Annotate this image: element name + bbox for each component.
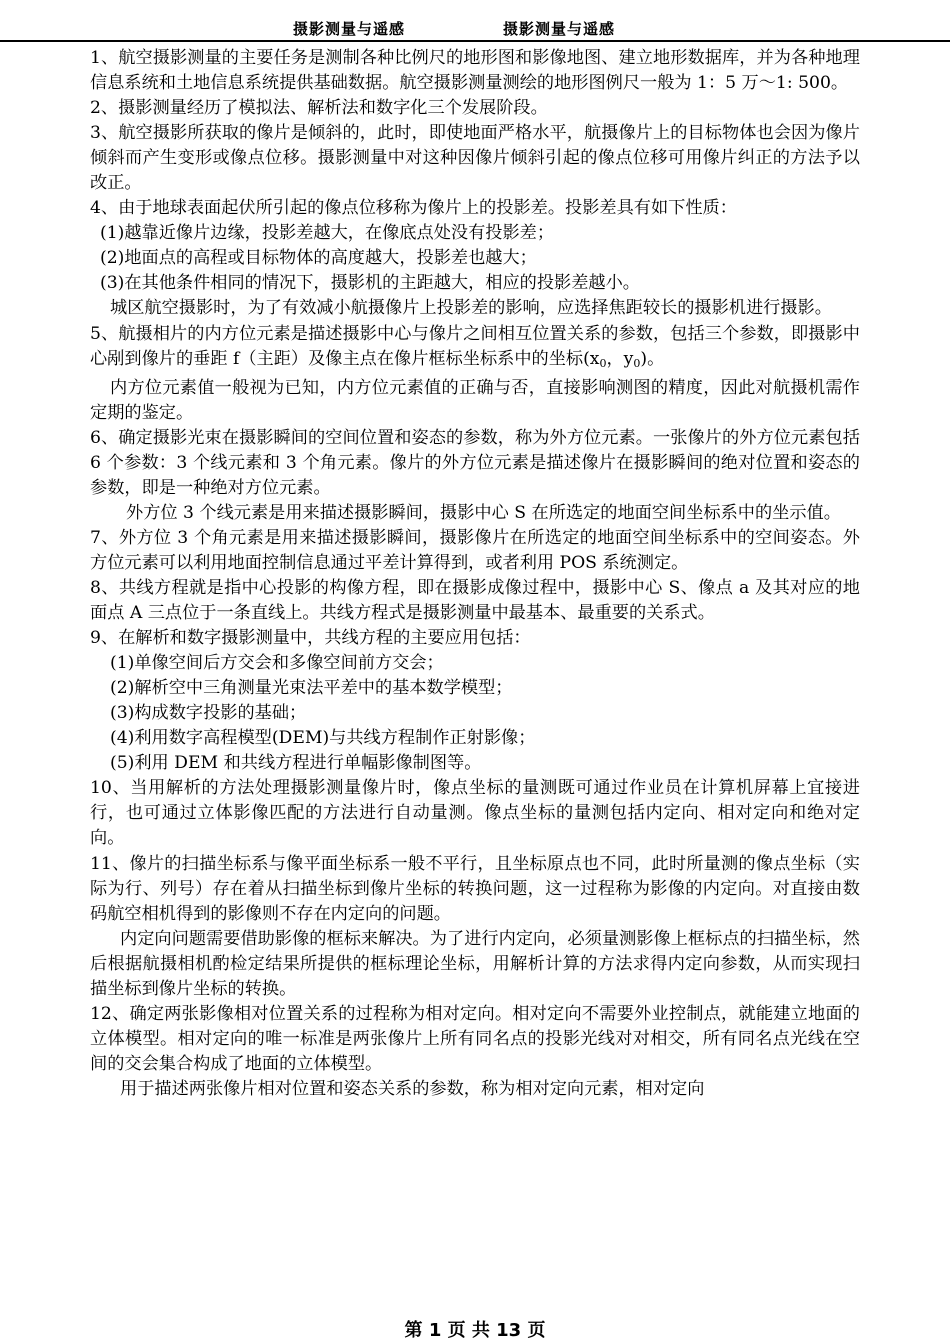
property-item-2: (2)地面点的高程或目标物体的高度越大，投影差也越大； <box>100 248 537 269</box>
paragraph-6-note: 外方位 3 个线元素是用来描述摄影瞬间，摄影中心 S 在所选定的地面空间坐标系中的坐示值。 <box>126 502 841 523</box>
paragraph-6: 6、确定摄影光束在摄影瞬间的空间位置和姿态的参数，称为外方位元素。一张像片的外方位元素包括 6 个参数：3 个线元素和 3 个角元素。像片的外方位元素是描述像片在摄影瞬间的绝对位置和姿态的参数，即是一种绝对方位元素。 <box>90 427 860 498</box>
paragraph-12: 12、确定两张影像相对位置关系的过程称为相对定向。相对定向不需要外业控制点，就能建立地面的立体模型。相对定向的唯一标准是两张像片上所有同名点的投影光线对对相交，所有同名点光线在空间的交会集合构成了地面的立体模型。 <box>90 1003 860 1074</box>
coord-mid: ，y <box>606 348 634 369</box>
paragraph-1: 1、航空摄影测量的主要任务是测制各种比例尺的地形图和影像地图、建立地形数据库，并为各种地理信息系统和土地信息系统提供基础数据。航空摄影测量测绘的地形图例尺一般为 1：5 万～1: 500。 <box>90 48 860 94</box>
paragraph-2: 2、摄影测量经历了模拟法、解析法和数字化三个发展阶段。 <box>90 98 548 119</box>
page-footer: 第 1 页 共 13 页 <box>404 1320 546 1341</box>
property-item-3: (3)在其他条件相同的情况下，摄影机的主距越大，相应的投影差越小。 <box>100 273 640 294</box>
coord-end: )。 <box>640 348 665 369</box>
paragraph-9: 9、在解析和数字摄影测量中，共线方程的主要应用包括： <box>90 628 531 649</box>
paragraph-8: 8、共线方程就是指中心投影的构像方程，即在摄影成像过程中，摄影中心 S、像点 a 及其对应的地面点 A 三点位于一条直线上。共线方程式是摄影测量中最基本、最重要的关系式。 <box>90 577 860 624</box>
paragraph-11: 11、像片的扫描坐标系与像平面坐标系一般不平行，且坐标原点也不同，此时所量测的像点坐标（实际为行、列号）存在着从扫描坐标到像片坐标的转换问题，这一过程称为影像的内定向。对直接由数码航空相机得到的影像则不存在内定向的问题。 <box>90 853 860 924</box>
application-item-2: (2)解析空中三角测量光束法平差中的基本数学模型； <box>110 678 513 699</box>
header-title-right: 摄影测量与遥感 <box>503 20 616 38</box>
subscript-y0: 0 <box>633 356 641 370</box>
paragraph-11-note: 内定向问题需要借助影像的框标来解决。为了进行内定向，必须量测影像上框标点的扫描坐标，然后根据航摄相机酌检定结果所提供的框标理论坐标，用解析计算的方法求得内定向参数，从而实现扫描坐标到像片坐标的转换。 <box>90 928 860 999</box>
application-item-1: (1)单像空间后方交会和多像空间前方交会； <box>110 653 444 674</box>
subscript-x0: 0 <box>599 356 607 370</box>
page-header <box>0 14 950 42</box>
application-item-4: (4)利用数字高程模型(DEM)与共线方程制作正射影像； <box>110 728 536 749</box>
document-body <box>90 46 860 1102</box>
property-item-1: (1)越靠近像片边缘，投影差越大，在像底点处没有投影差； <box>100 223 555 244</box>
paragraph-10: 10、当用解析的方法处理摄影测量像片时，像点坐标的量测既可通过作业员在计算机屏幕上宜接进行，也可通过立体影像匹配的方法进行自动量测。像点坐标的量测包括内定向、相对定向和绝对定向。 <box>90 778 860 849</box>
paragraph-5-note: 内方位元素值一般视为已知，内方位元素值的正确与否，直接影响测图的精度，因此对航摄机需作定期的鉴定。 <box>90 377 860 423</box>
paragraph-5 <box>90 322 860 376</box>
paragraph-3: 3、航空摄影所获取的像片是倾斜的，此时，即使地面严格水平，航摄像片上的目标物体也会因为像片倾斜而产生变形或像点位移。摄影测量中对这种因像片倾斜引起的像点位移可用像片纠正的方法予以改正。 <box>90 123 860 194</box>
header-title-left: 摄影测量与遥感 <box>293 20 406 38</box>
application-item-3: (3)构成数字投影的基础； <box>110 703 307 724</box>
application-item-5: (5)利用 DEM 和共线方程进行单幅影像制图等。 <box>110 753 482 774</box>
paragraph-7: 7、外方位 3 个角元素是用来描述摄影瞬间，摄影像片在所选定的地面空间坐标系中的空间姿态。外方位元素可以利用地面控制信息通过平差计算得到，或者利用 POS 系统测定。 <box>90 527 860 573</box>
paragraph-5-text: 5、航摄相片的内方位元素是描述摄影中心与像片之间相互位置关系的参数，包括三个参数，即摄影中心剐到像片的垂距 f（主距）及像主点在像片框标坐标系中的坐标(x <box>90 323 860 369</box>
paragraph-4: 4、由于地球表面起伏所引起的像点位移称为像片上的投影差。投影差具有如下性质： <box>90 198 737 219</box>
paragraph-4-note: 城区航空摄影时，为了有效减小航摄像片上投影差的影响，应选择焦距较长的摄影机进行摄影。 <box>110 298 832 319</box>
paragraph-12-note: 用于描述两张像片相对位置和姿态关系的参数，称为相对定向元素，相对定向 <box>120 1078 705 1099</box>
